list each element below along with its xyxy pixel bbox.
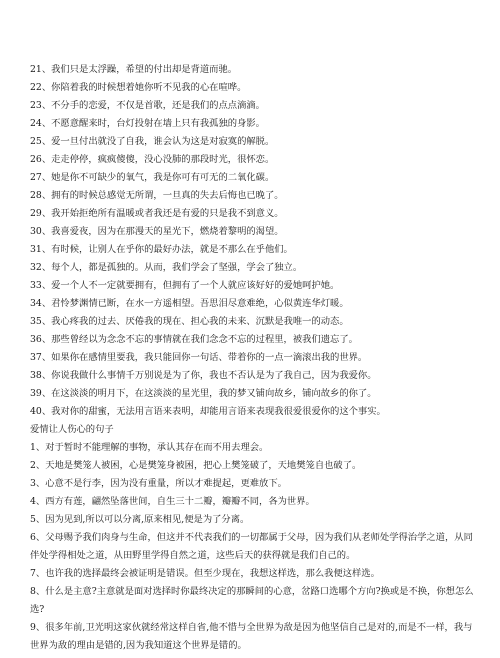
list-item: 29、我开始拒绝所有温暖或者我还是有爱的只是我不到意义。: [30, 207, 284, 219]
list-item: 4、西方有莲，翩然坠落世间，自生三十二瓣，瓣瓣不同，各为世界。: [30, 495, 315, 507]
list-paragraph: 8、什么是主意?主意就是面对选择时你最终决定的那瞬间的心意，岔路口选哪个方向?换或是不换，你想怎么选?: [30, 585, 474, 615]
list-item: 3、心意不是行李，因为没有重量，所以才难提起，更难放下。: [30, 477, 287, 489]
list-item: 39、在这淡淡的明月下，在这淡淡的星光里，我的梦又铺向故乡，铺向故乡的你了。: [30, 387, 377, 399]
list-item: 32、每个人，都是孤独的。从而，我们学会了坚强，学会了独立。: [30, 261, 303, 273]
list-paragraph: 9、很多年前,卫光明这家伙就经常这样自省,他不惜与全世界为敌是因为他坚信自己是对的,而是不一样，我与世界为敌的理由是错的,因为我知道这个世界是错的。: [30, 621, 473, 651]
list-item: 30、我喜爱夜，因为在那漫天的星光下，燃烧着黎明的渴望。: [30, 225, 284, 237]
section-heading: 爱情让人伤心的句子: [30, 423, 114, 435]
list-item: 7、也许我的选择最终会被证明是错误。但至少现在，我想这样选，那么我便这样选。: [30, 567, 380, 579]
list-item: 38、你说我做什么事情千万别说是为了你，我也不否认是为了我自己，因为我爱你。: [30, 369, 377, 381]
section-list: [30, 442, 475, 655]
list-item: 25、爱一旦付出就没了自我，谁会认为这是对寂寞的解脱。: [30, 135, 275, 147]
list-item: 26、走走停停，疯疯傻傻，没心没肺的那段时光，很怀恋。: [30, 153, 275, 165]
list-item: 37、如果你在感情里要我，我只能回你一句话、带着你的一点一滴滚出我的世界。: [30, 351, 368, 363]
list-item: 36、那些曾经以为念念不忘的事情就在我们念念不忘的过程里，被我们遗忘了。: [30, 333, 358, 345]
list-item: 27、她是你不可缺少的氧气，我是你可有可无的二氧化碳。: [30, 171, 275, 183]
list-item: 28、拥有的时候总感觉无所谓，一旦真的失去后悔也已晚了。: [30, 189, 284, 201]
list-item: 1、对于暂时不能理解的事物，承认其存在而不用去理会。: [30, 441, 269, 453]
list-item: 33、爱一个人不一定就要拥有，但拥有了一个人就应该好好的爱她呵护她。: [30, 279, 340, 291]
list-item: 2、天地是樊笼人被困，心是樊笼身被困，把心上樊笼破了，天地樊笼自也破了。: [30, 459, 362, 471]
list-item: 5、因为见到,所以可以分离,原来相见,便是为了分离。: [30, 513, 250, 525]
list-paragraph: 6、父母赐予我们肉身与生命，但这并不代表我们的一切都属于父母，因为我们从老师处学得治学之道，从同伴处学得相处之道，从田野里学得自然之道，这些后天的获得就是我们自己的。: [30, 531, 473, 561]
list-item: 21、我们只是太浮躁，希望的付出却是背道而驰。: [30, 64, 238, 75]
list-item: 24、不愿意醒来时，台灯投射在墙上只有我孤独的身影。: [30, 117, 265, 129]
list-item: 23、不分手的恋爱，不仅是首歌，还是我们的点点滴滴。: [30, 99, 265, 111]
list-item: 31、有时候，让别人在乎你的最好办法，就是不那么在乎他们。: [30, 243, 293, 255]
list-item: 35、我心疼我的过去、厌倦我的现在、担心我的未来、沉默是我唯一的动态。: [30, 315, 349, 327]
list-item: 40、我对你的甜蜜，无法用言语来表明，却能用言语来表现我很爱很爱你的这个事实。: [30, 405, 386, 417]
list-item: 22、你陪着我的时候想着她你听不见我的心在喧哗。: [30, 81, 247, 93]
document-content: [30, 64, 475, 658]
list-item: 34、君怜梦渊情已断，在水一方遥相望。吾思泪尽意难绝，心似黄连华灯暖。: [30, 297, 349, 309]
numbered-list: [30, 64, 475, 418]
